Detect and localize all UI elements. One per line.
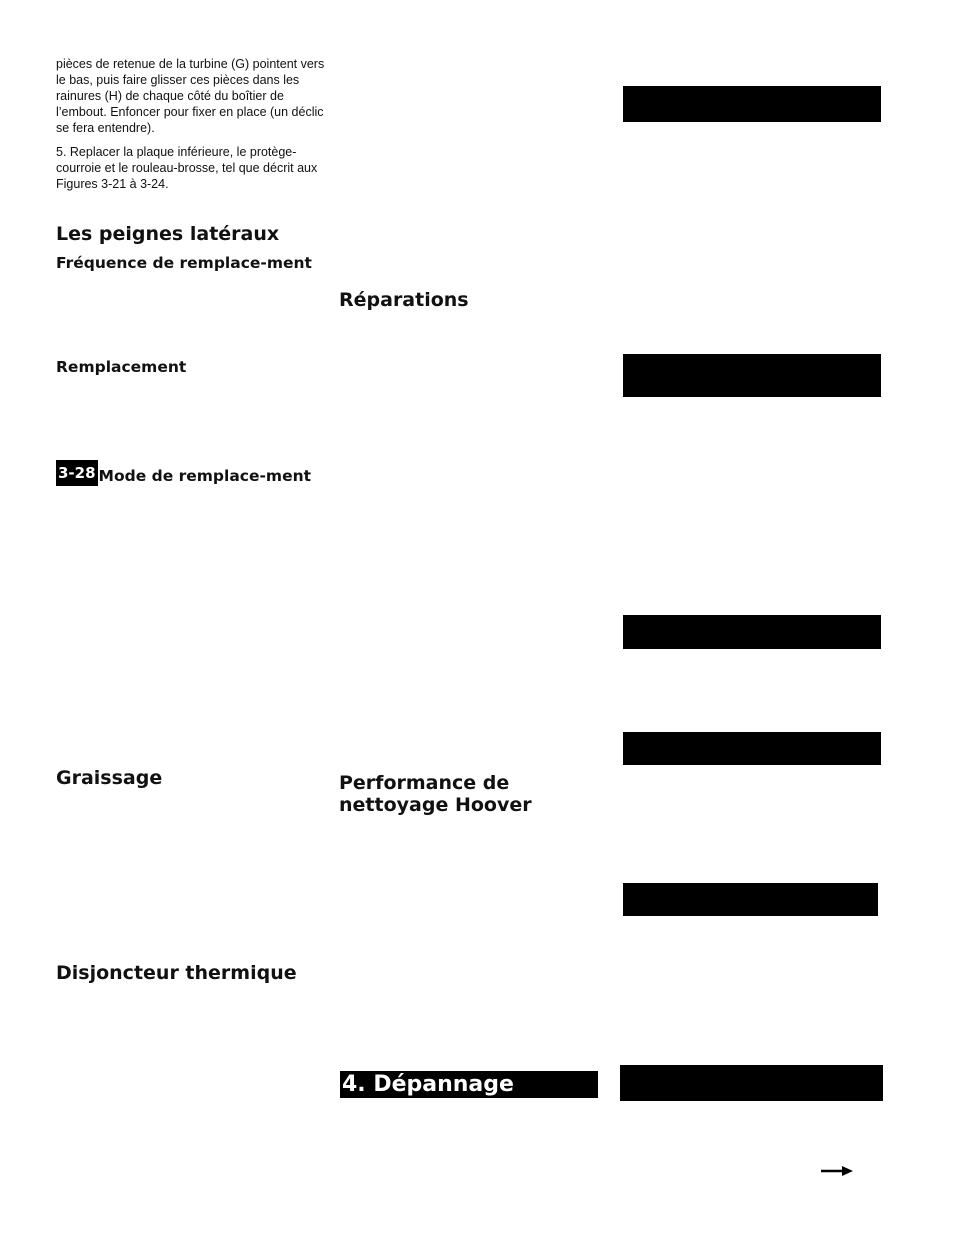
- heading-performance: Performance de nettoyage Hoover: [339, 772, 532, 816]
- redacted-bar: [623, 883, 878, 916]
- subheading-method-text: Mode de remplace-ment: [98, 467, 312, 485]
- redacted-bar: [623, 354, 881, 397]
- redacted-bar: [623, 615, 881, 649]
- section-banner-troubleshooting: 4. Dépannage: [340, 1071, 598, 1098]
- heading-side-combs: Les peignes latéraux: [56, 223, 280, 245]
- subheading-replacement-frequency: Fréquence de remplace-ment: [56, 254, 312, 272]
- redacted-bar: [623, 86, 881, 122]
- heading-thermal-breaker: Disjoncteur thermique: [56, 962, 297, 984]
- figure-number-badge: 3-28: [56, 460, 98, 486]
- subheading-replacement-method: [56, 460, 326, 486]
- heading-lubrication: Graissage: [56, 767, 163, 789]
- body-paragraph-turbine: pièces de retenue de la turbine (G) pointent vers le bas, puis faire glisser ces pièces dans les rainures (H) de chaque côté du boîtier de l’embout. Enfoncer pour fixer en place (un déclic se fera entendre).: [56, 57, 325, 135]
- continue-arrow-icon: [820, 1164, 854, 1178]
- figure-reference-block: [56, 460, 326, 486]
- redacted-bar: [620, 1065, 883, 1101]
- redacted-bar: [623, 732, 881, 765]
- heading-repairs: Réparations: [339, 289, 469, 311]
- subheading-replacement: Remplacement: [56, 358, 187, 376]
- body-paragraph-step-5: 5. Replacer la plaque inférieure, le protège-courroie et le rouleau-brosse, tel que décrit aux Figures 3-21 à 3-24.: [56, 145, 318, 191]
